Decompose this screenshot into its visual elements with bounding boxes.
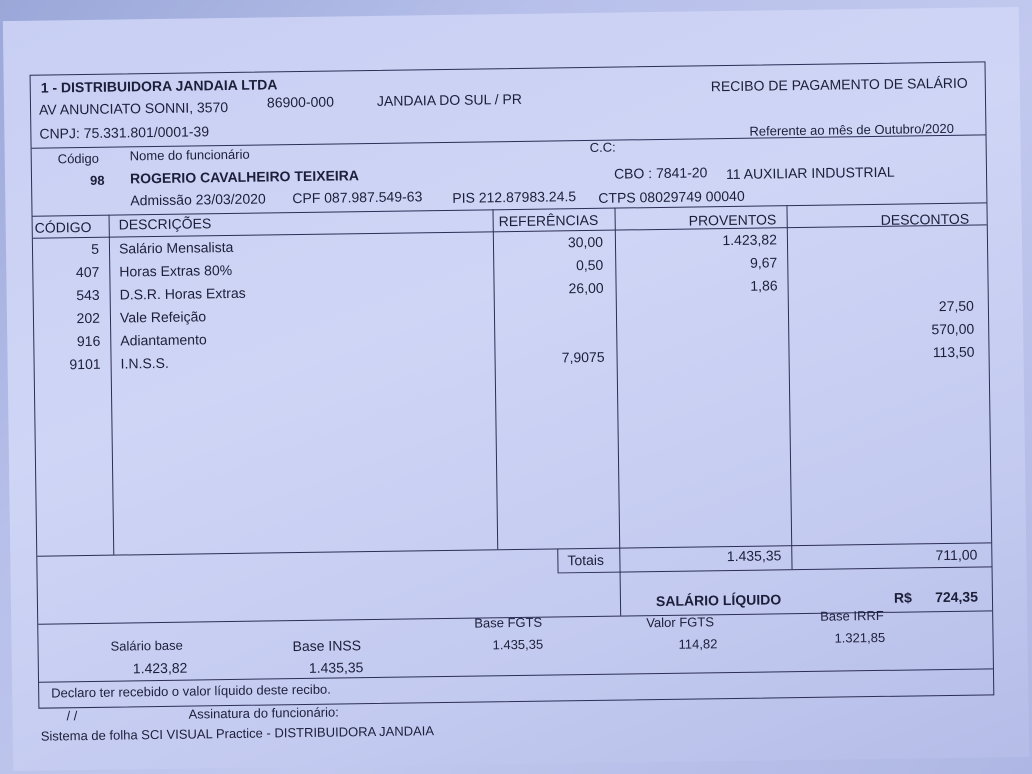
- row-proventos: 1,86: [750, 277, 778, 294]
- row-description: Adiantamento: [120, 331, 207, 349]
- row-description: Salário Mensalista: [118, 238, 234, 257]
- totals-bottom-border: [558, 566, 992, 573]
- payslip-paper: [3, 7, 1029, 771]
- base-fgts-value: 1.435,35: [492, 636, 544, 653]
- date-slashes: / /: [66, 708, 78, 724]
- row-reference: 30,00: [567, 233, 604, 251]
- row-description: Vale Refeição: [119, 308, 207, 326]
- base-irrf-value: 1.321,85: [834, 629, 886, 646]
- base-fgts-label: Base FGTS: [474, 614, 543, 631]
- base-inss-label: Base INSS: [292, 637, 362, 655]
- row-code: 202: [76, 309, 101, 327]
- row-proventos: 1.423,82: [722, 231, 778, 249]
- company-city: JANDAIA DO SUL / PR: [376, 90, 523, 109]
- employee-name: ROGERIO CAVALHEIRO TEIXEIRA: [129, 167, 360, 187]
- employee-code: 98: [89, 172, 105, 188]
- row-descontos: 113,50: [932, 343, 975, 361]
- company-name: 1 - DISTRIBUIDORA JANDAIA LTDA: [40, 76, 278, 96]
- header-referencias: REFERÊNCIAS: [498, 211, 599, 230]
- header-descricoes: DESCRIÇÕES: [118, 215, 212, 233]
- header-proventos: PROVENTOS: [688, 211, 777, 229]
- row-reference: 0,50: [575, 256, 604, 274]
- employee-role: 11 AUXILIAR INDUSTRIAL: [725, 163, 895, 183]
- company-cnpj: CNPJ: 75.331.801/0001-39: [39, 123, 210, 142]
- row-reference: [504, 303, 604, 304]
- row-proventos: [674, 300, 778, 301]
- header-descontos: DESCONTOS: [880, 210, 970, 228]
- valor-fgts-label: Valor FGTS: [646, 614, 715, 631]
- row-descontos: [863, 252, 973, 254]
- row-proventos: [674, 323, 778, 324]
- totals-proventos: 1.435,35: [726, 547, 782, 565]
- net-currency: R$: [893, 589, 912, 606]
- cc-label: C.C:: [589, 139, 616, 155]
- signature-label: Assinatura do funcionário:: [188, 704, 339, 722]
- row-descontos: [863, 275, 973, 277]
- valor-fgts-value: 114,82: [678, 636, 718, 652]
- employee-pis: PIS 212.87983.24.5: [452, 188, 577, 206]
- net-salary-value: 724,35: [935, 588, 979, 606]
- employee-cpf: CPF 087.987.549-63: [292, 188, 423, 207]
- employee-cbo: CBO : 7841-20: [613, 164, 708, 182]
- company-address: AV ANUNCIATO SONNI, 3570: [38, 98, 229, 118]
- reference-month: Referente ao mês de Outubro/2020: [749, 120, 955, 139]
- row-reference: 7,9075: [561, 348, 605, 366]
- net-salary-label: SALÁRIO LÍQUIDO: [655, 591, 782, 610]
- row-descontos: 27,50: [938, 297, 974, 315]
- row-description: Horas Extras 80%: [119, 261, 233, 280]
- name-label: Nome do funcionário: [129, 146, 250, 164]
- totals-label-left: [557, 548, 558, 572]
- row-description: I.N.S.S.: [120, 354, 169, 372]
- row-descontos: [863, 229, 973, 231]
- declaration-text: Declaro ter recebido o valor líquido deste recibo.: [51, 681, 331, 701]
- row-proventos: [674, 346, 778, 347]
- col-divider-code: [109, 215, 115, 555]
- row-proventos: 9,67: [749, 254, 778, 271]
- employee-ctps: CTPS 08029749 00040: [598, 187, 745, 206]
- row-descontos: 570,00: [931, 320, 975, 338]
- row-code: 5: [91, 240, 100, 257]
- row-reference: [504, 326, 604, 327]
- row-reference: 26,00: [568, 279, 604, 297]
- employee-admission: Admissão 23/03/2020: [130, 190, 266, 209]
- col-divider-desc: [492, 209, 498, 549]
- base-inss-value: 1.435,35: [308, 659, 364, 676]
- salario-base-value: 1.423,82: [132, 659, 188, 677]
- col-divider-prov: [786, 205, 792, 569]
- header-codigo: CÓDIGO: [34, 218, 92, 236]
- base-irrf-label: Base IRRF: [820, 607, 884, 624]
- system-footer: Sistema de folha SCI VISUAL Practice - DISTRIBUIDORA JANDAIA: [40, 723, 435, 744]
- salario-base-label: Salário base: [110, 637, 183, 654]
- row-code: 916: [76, 332, 101, 350]
- company-cep: 86900-000: [266, 93, 335, 111]
- row-description: D.S.R. Horas Extras: [119, 284, 246, 303]
- document-title: RECIBO DE PAGAMENTO DE SALÁRIO: [710, 74, 968, 95]
- col-divider-ref: [614, 208, 621, 616]
- totals-label: Totais: [567, 551, 605, 569]
- row-code: 543: [76, 286, 100, 304]
- payslip-frame: [30, 61, 995, 708]
- code-label: Código: [57, 150, 100, 167]
- row-code: 407: [75, 263, 100, 281]
- totals-descontos: 711,00: [935, 546, 978, 564]
- totals-top-border: [37, 542, 991, 556]
- row-code: 9101: [69, 355, 101, 373]
